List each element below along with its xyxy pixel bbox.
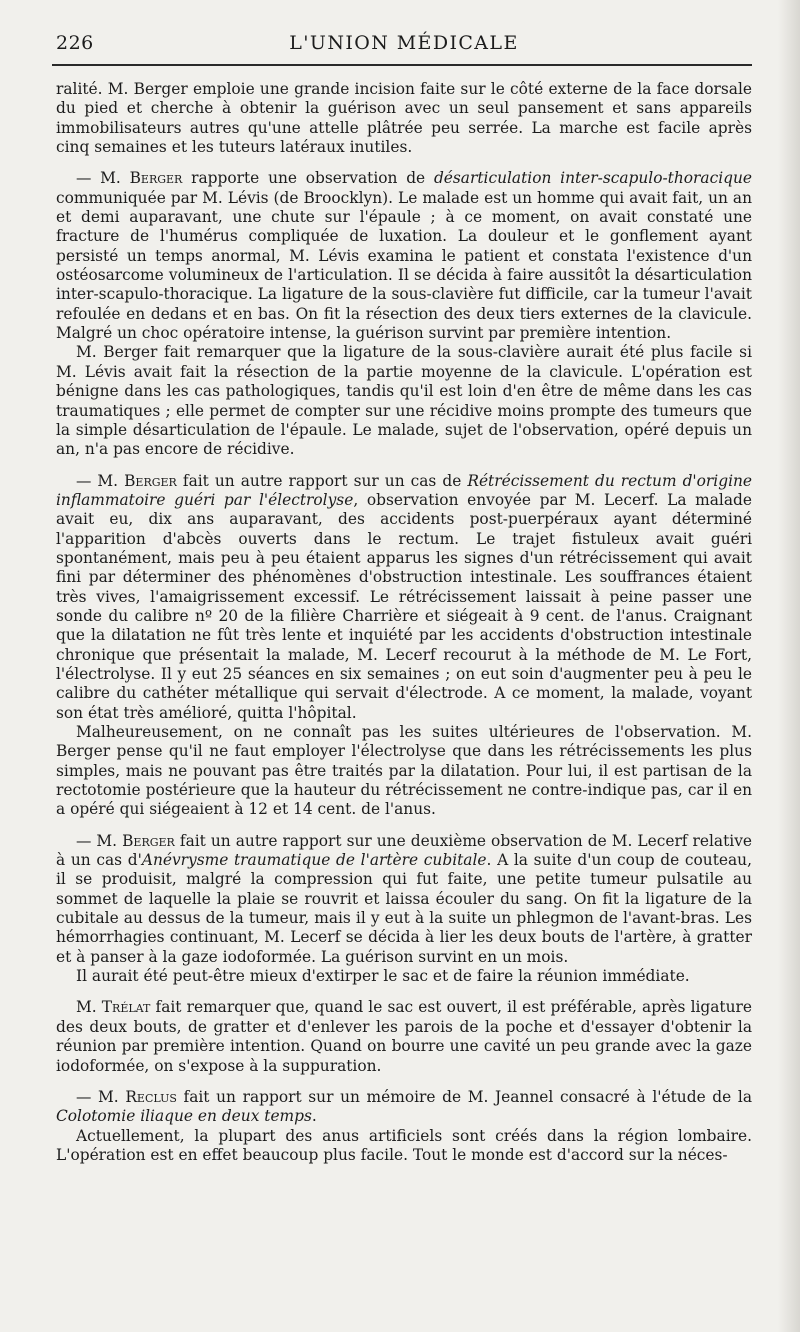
speaker-name: Trélat — [101, 998, 151, 1017]
text-run: ralité. M. Berger emploie une grande incision faite sur le côté externe de la face dorsale du pied et cherche à obtenir la guérison avec un seul pansement et sans appareils immobilisateurs autres qu'une attelle plâtrée peu serrée. La marche est facile après cinq semaines et les tuteurs latéraux inutiles. — [56, 80, 752, 157]
text-run: M. — [76, 998, 102, 1017]
paragraph — [56, 998, 752, 1075]
page-edge-shadow — [778, 0, 800, 1332]
text-run: . — [311, 1107, 317, 1126]
header-rule — [52, 64, 752, 66]
page-header — [56, 28, 752, 62]
text-run: Actuellement, la plupart des anus artificiels sont créés dans la région lombaire. L'opération est en effet beaucoup plus facile. Tout le monde est d'accord sur la néces- — [56, 1126, 752, 1164]
speaker-name: Berger — [129, 169, 183, 188]
paragraph — [56, 343, 752, 459]
text-run: Malheureusement, on ne connaît pas les suites ultérieures de l'observation. M. Berger pense qu'il ne faut employer l'électrolyse que dans les rétrécissements les plus simples, mais ne pouvant pas être traités par la dilatation. Pour lui, il est partisan de la rectotomie postérieure que la hauteur du rétrécissement ne contre-indique pas, car il en a opéré qui siégeaient à 12 et 14 cent. de l'anus. — [56, 723, 752, 819]
speaker-name: Berger — [122, 831, 175, 850]
text-run: fait un autre rapport sur un cas de — [176, 471, 468, 490]
paragraph — [56, 1127, 752, 1166]
text-run: . A la suite d'un coup de couteau, il se produisit, malgré la compression qui fut faite, une petite tumeur pulsatile au sommet de laquelle la plaie se rouvrit et laissa écouler du sang. On fit la ligature de la cubitale au dessus de la tumeur, mais il y eut à la suite un phlegmon de l'avant-bras. Les hémorrhagies continuant, M. Lecerf se décida à lier les deux bouts de l'artère, à gratter et à panser à la gaze iodoformée. La guérison survint en un mois. — [56, 851, 752, 966]
paragraph — [56, 967, 752, 986]
paragraph — [56, 1088, 752, 1127]
italic-title: Anévrysme traumatique de l'artère cubitale — [141, 851, 487, 870]
text-run: rapporte une observation de — [182, 169, 434, 188]
paragraph — [56, 169, 752, 343]
text-run: fait un autre rapport sur une deuxième observation de M. Lecerf relative à un cas d' — [56, 831, 753, 870]
text-run: communiquée par M. Lévis (de Broocklyn). Le malade est un homme qui avait fait, un an et demi auparavant, une chute sur l'épaule ; à ce moment, on avait constaté une fracture de l'humérus compliquée de luxation. La douleur et le gonflement ayant persisté un temps anormal, M. Lévis examina le patient et constata l'existence d'un ostéosarcome volumineux de l'articulation. Il se décida à faire aussitôt la désarticulation inter-scapulo-thoracique. La ligature de la sous-clavière fut difficile, car la tumeur l'avait refoulée en dedans et en bas. On fit la résection des deux tiers externes de la clavicule. Malgré un choc opératoire intense, la guérison survint par première intention. — [56, 188, 752, 343]
paragraph — [56, 723, 752, 820]
paragraph — [56, 472, 752, 723]
paragraph — [56, 80, 752, 157]
italic-title: Colotomie iliaque en deux temps — [56, 1107, 312, 1126]
speaker-name: Reclus — [125, 1087, 177, 1106]
text-run: Il aurait été peut-être mieux d'extirper le sac et de faire la réunion immédiate. — [76, 967, 690, 986]
text-run: — M. — [76, 831, 123, 850]
text-run: M. Berger fait remarquer que la ligature de la sous-clavière aurait été plus facile si M. Lévis avait fait la résection de la partie moyenne de la clavicule. L'opération est bénigne dans les cas pathologiques, tandis qu'il est loin d'en être de même dans les cas traumatiques ; elle permet de compter sur une récidive moins prompte des tumeurs que la simple désarticulation de l'épaule. Le malade, sujet de l'observation, opéré depuis un an, n'a pas encore de récidive. — [56, 343, 752, 459]
text-run: — M. — [76, 169, 130, 188]
text-run: — M. — [76, 471, 125, 490]
text-run: fait remarquer que, quand le sac est ouvert, il est préférable, après ligature des deux bouts, de gratter et d'enlever les parois de la poche et d'essayer d'obtenir la réunion par première intention. Quand on bourre une cavité un peu grande avec la gaze iodoformée, on s'expose à la suppuration. — [56, 998, 752, 1075]
running-title: L'UNION MÉDICALE — [289, 32, 519, 54]
italic-title: Rétrécissement du rectum d'origine inflammatoire guéri par l'électrolyse — [56, 471, 753, 509]
paragraph — [56, 832, 752, 967]
text-run: fait un rapport sur un mémoire de M. Jeannel consacré à l'étude de la — [176, 1087, 753, 1106]
text-run: , observation envoyée par M. Lecerf. La malade avait eu, dix ans auparavant, des accidents post-puerpéraux ayant déterminé l'apparition d'abcès ouverts dans le rectum. Le trajet fistuleux avait guéri spontanément, mais peu à peu étaient apparus les signes d'un rétrécissement qui avait fini par déterminer des phénomènes d'obstruction intestinale. Les souffrances étaient très vives, l'amaigrissement excessif. Le rétrécissement laissait à peine passer une sonde du calibre nº 20 de la filière Charrière et siégeait à 9 cent. de l'anus. Craignant que la dilatation ne fût très lente et inquiété par les accidents d'obstruction intestinale chronique que présentait la malade, M. Lecerf recourut à la méthode de M. Le Fort, l'électrolyse. Il y eut 25 séances en six semaines ; on eut soin d'augmenter peu à peu le calibre du cathéter métallique qui servait d'électrode. A ce moment, la malade, voyant son état très amélioré, quitta l'hôpital. — [56, 490, 752, 722]
article-body — [56, 80, 752, 1165]
text-run: — M. — [76, 1087, 126, 1106]
italic-title: désarticulation inter-scapulo-thoracique — [433, 169, 752, 188]
speaker-name: Berger — [124, 471, 177, 490]
page-number: 226 — [56, 32, 94, 54]
